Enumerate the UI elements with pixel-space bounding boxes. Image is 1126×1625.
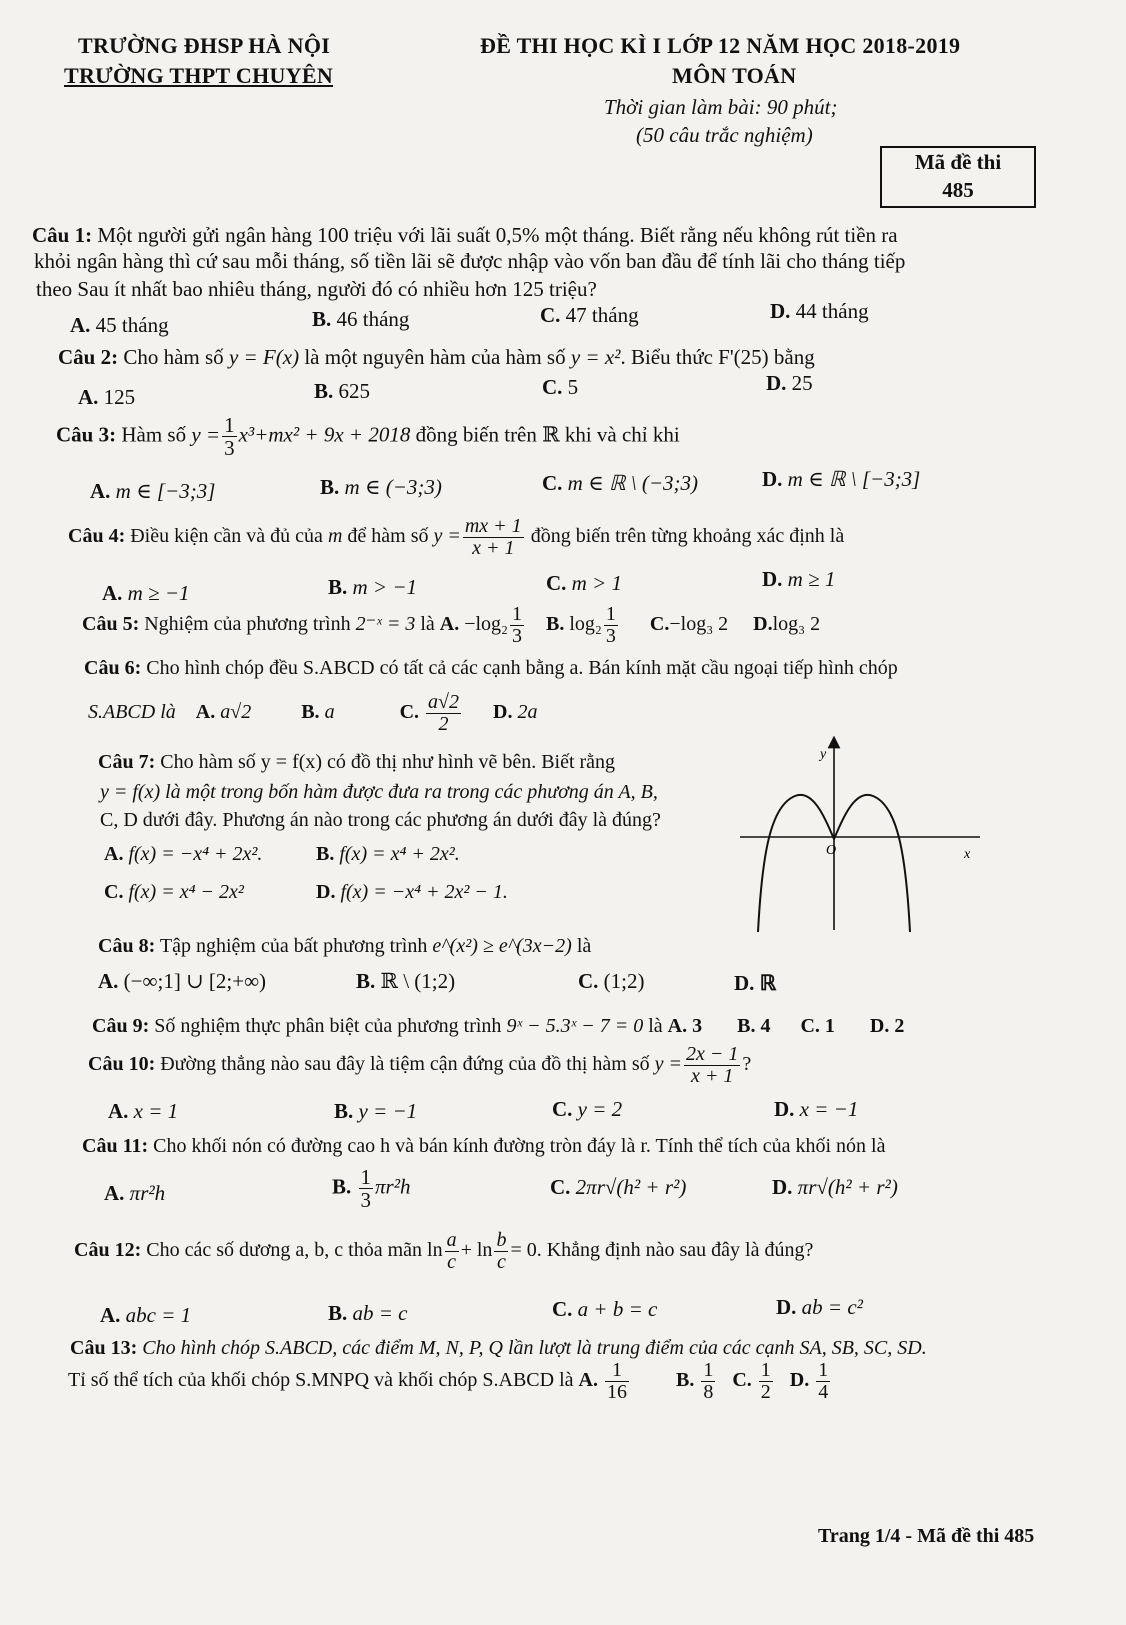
question-7-line-3: C, D dưới đây. Phương án nào trong các phương án dưới đây là đúng? (100, 809, 661, 831)
option-letter: C. (546, 571, 567, 595)
option-letter: C. (542, 471, 563, 495)
question-4-text-3: đồng biến trên từng khoảng xác định là (530, 525, 845, 548)
exam-question-count: (50 câu trắc nghiệm) (636, 123, 813, 147)
question-6-label: Câu 6: (84, 657, 142, 679)
option-letter: A. (78, 385, 99, 409)
option-text: ab = c² (801, 1295, 863, 1319)
fraction-numerator: 1 (703, 1359, 714, 1381)
option-text: ℝ \ (1;2) (380, 969, 456, 993)
question-7-label: Câu 7: (98, 751, 156, 773)
option-text: 5 (567, 375, 579, 399)
question-11-stem (82, 1134, 885, 1159)
graph-y-label: y (820, 747, 827, 762)
option-text: 3 (692, 1015, 703, 1037)
graph-x-label: x (964, 847, 971, 862)
question-9-text-1: Số nghiệm thực phân biệt của phương trình (154, 1015, 502, 1037)
exam-title: ĐỀ THI HỌC KÌ I LỚP 12 NĂM HỌC 2018-2019 (480, 33, 961, 58)
question-6-line-1 (84, 656, 898, 681)
fraction-numerator: 1 (224, 413, 235, 437)
question-4-label: Câu 4: (68, 525, 126, 548)
question-2-text-3: . Biểu thức F'(25) bằng (620, 345, 815, 369)
option-text: (1;2) (603, 969, 645, 993)
question-5-label: Câu 5: (82, 613, 140, 636)
question-8-inequality: e^(x²) ≥ e^(3x−2) (432, 935, 572, 957)
fraction-denominator: 3 (605, 625, 616, 647)
option-letter: C. (542, 375, 563, 399)
question-8-text-2: là (576, 935, 592, 957)
question-5-option-d[interactable] (753, 613, 820, 635)
option-letter: B. (320, 475, 340, 499)
question-9-option-b[interactable] (737, 1015, 770, 1037)
question-13-line-2 (68, 1360, 832, 1403)
option-fraction (604, 604, 618, 647)
question-3-option-b[interactable] (320, 474, 442, 500)
option-fraction (759, 1360, 773, 1403)
option-text: ab = c (352, 1301, 408, 1325)
question-10-label: Câu 10: (88, 1053, 156, 1076)
option-fraction (605, 1360, 629, 1403)
question-2-text-2: là một nguyên hàm của hàm số (304, 345, 566, 369)
question-2-option-c[interactable] (542, 374, 578, 400)
fraction-denominator: x + 1 (472, 537, 515, 559)
option-letter: C. (104, 881, 124, 903)
question-1-line-1 (32, 222, 898, 248)
option-text: 25 (791, 371, 813, 395)
option-fraction (510, 604, 524, 647)
question-5-text-2: là (420, 613, 435, 636)
question-5-option-c[interactable] (650, 613, 728, 635)
question-7-line-2: y = f(x) là một trong bốn hàm được đưa ra trong các phương án A, B, (100, 781, 658, 803)
option-fraction (701, 1360, 715, 1403)
question-2-text-1: Cho hàm số (123, 345, 224, 369)
option-text: 44 tháng (795, 299, 869, 323)
option-letter: B. (675, 1369, 695, 1392)
question-13-option-a[interactable] (578, 1359, 631, 1403)
question-11-label: Câu 11: (82, 1135, 149, 1157)
question-13-option-d[interactable] (789, 1359, 832, 1403)
option-letter: A. (102, 581, 123, 605)
question-6-option-a[interactable] (196, 701, 251, 723)
question-4-stem (68, 516, 844, 559)
option-letter: A. (667, 1015, 688, 1037)
option-text: m ∈ ℝ \ (−3;3) (567, 471, 698, 495)
question-2-expr-2: y = x² (570, 345, 621, 369)
question-6-text-1: Cho hình chóp đều S.ABCD có tất cả các cạnh bằng a. Bán kính mặt cầu ngoại tiếp hình chóp (146, 657, 898, 679)
option-letter: A. (578, 1369, 598, 1392)
fraction-numerator: 1 (605, 603, 616, 625)
question-5-line (82, 604, 820, 647)
question-12-fraction-1 (445, 1230, 459, 1273)
option-letter: B. (328, 1301, 348, 1325)
option-letter: D. (762, 467, 783, 491)
question-4-option-c[interactable] (546, 570, 622, 596)
option-letter: D. (493, 701, 513, 724)
fraction-denominator: 3 (512, 625, 523, 647)
option-text: x = 1 (133, 1099, 179, 1123)
option-letter: A. (98, 969, 119, 993)
option-letter: D. (762, 567, 783, 591)
question-5-text-1: Nghiệm của phương trình (144, 613, 351, 636)
question-1-line-2: khỏi ngân hàng thì cứ sau mỗi tháng, số tiền lãi sẽ được nhập vào vốn ban đầu để tính lãi cho tháng tiếp (34, 249, 906, 273)
question-2-label: Câu 2: (58, 345, 119, 369)
option-letter: B. (737, 1015, 756, 1037)
question-12-eq: = 0. (510, 1239, 542, 1262)
question-10-question-mark: ? (742, 1053, 752, 1076)
question-10-fraction (684, 1044, 740, 1087)
option-text: (−∞;1] ∪ [2;+∞) (123, 969, 267, 993)
question-10-option-d[interactable] (774, 1096, 858, 1122)
question-2-stem (58, 344, 815, 370)
question-6-line-2 (88, 692, 537, 735)
option-text: ℝ (759, 971, 777, 995)
question-10-option-b[interactable] (334, 1098, 417, 1124)
option-letter: B. (546, 613, 565, 636)
question-8-label: Câu 8: (98, 935, 156, 957)
question-7-line-1 (98, 750, 615, 775)
option-fraction (359, 1166, 374, 1211)
question-12-text-1: Cho các số dương a, b, c thỏa mãn (146, 1239, 423, 1262)
question-3-text-1: Hàm số (121, 422, 187, 447)
option-letter: A. (439, 613, 460, 636)
option-text: 625 (338, 379, 371, 403)
option-letter: B. (328, 575, 348, 599)
question-4-y: y = (433, 525, 461, 548)
question-6-option-c[interactable] (399, 691, 463, 735)
option-letter: C. (552, 1297, 573, 1321)
question-3-y: y = (191, 422, 221, 447)
option-text: f(x) = −x⁴ + 2x² − 1. (340, 881, 508, 903)
option-letter: A. (108, 1099, 129, 1123)
question-12-text-2: Khẳng định nào sau đây là đúng? (546, 1239, 814, 1262)
fraction-numerator: mx + 1 (464, 515, 522, 537)
question-12-option-c[interactable] (552, 1296, 657, 1322)
option-letter: B. (334, 1099, 354, 1123)
question-12-plus-ln: + ln (460, 1239, 493, 1262)
fraction-numerator: 1 (512, 603, 523, 625)
question-13-option-c[interactable] (732, 1359, 774, 1403)
option-letter: D. (770, 299, 791, 323)
option-text: m > 1 (571, 571, 623, 595)
question-8-option-d[interactable] (734, 970, 776, 996)
fraction-numerator: a (446, 1229, 457, 1251)
question-10-option-a[interactable] (108, 1098, 178, 1124)
question-9-line (92, 1014, 904, 1039)
question-7-option-c[interactable] (104, 880, 244, 905)
question-1-option-d[interactable] (770, 298, 869, 324)
option-text: 47 tháng (565, 303, 639, 327)
option-text: πr√(h² + r²) (797, 1175, 898, 1199)
question-6-option-d[interactable] (493, 701, 537, 723)
option-text: 2πr√(h² + r²) (575, 1175, 687, 1199)
question-5-option-b[interactable] (546, 603, 620, 647)
option-text: 2 (894, 1015, 905, 1037)
question-2-option-d[interactable] (766, 370, 813, 396)
option-text: x = −1 (799, 1097, 859, 1121)
question-9-label: Câu 9: (92, 1015, 150, 1037)
fraction-denominator: 3 (360, 1188, 372, 1213)
option-text: f(x) = x⁴ + 2x². (339, 843, 460, 865)
option-letter: A. (100, 1303, 121, 1327)
question-7-option-a[interactable] (104, 842, 262, 867)
fraction-denominator: 3 (224, 436, 235, 461)
question-13-text-2: Tỉ số thể tích của khối chóp S.MNPQ và khối chóp S.ABCD là (68, 1369, 574, 1392)
question-11-text-1: Cho khối nón có đường cao h và bán kính đường tròn đáy là r. Tính thể tích của khối nón là (153, 1135, 886, 1157)
question-7-option-d[interactable] (316, 880, 508, 905)
option-text: 46 tháng (336, 307, 410, 331)
option-letter: C. (800, 1015, 820, 1037)
option-letter: B. (301, 701, 320, 724)
question-1-option-b[interactable] (312, 306, 409, 332)
question-13-text-1: Cho hình chóp S.ABCD, các điểm M, N, P, Q lần lượt là trung điểm của các cạnh SA, SB, SC, SD. (142, 1337, 927, 1359)
option-letter: D. (776, 1295, 797, 1319)
option-text: −log₃ 2 (669, 613, 729, 636)
fraction-numerator: b (496, 1229, 507, 1251)
option-text: log₂ (569, 613, 602, 636)
option-letter: D. (766, 371, 787, 395)
option-text: 2a (517, 701, 538, 724)
option-letter: B. (312, 307, 332, 331)
option-letter: B. (316, 843, 335, 865)
option-text: 125 (103, 385, 136, 409)
option-text: m > −1 (352, 575, 418, 599)
option-letter: D. (772, 1175, 793, 1199)
question-11-option-a[interactable] (104, 1180, 165, 1206)
exam-subject: MÔN TOÁN (672, 63, 797, 88)
question-11-option-b[interactable] (332, 1166, 411, 1211)
question-1-label: Câu 1: (32, 223, 93, 247)
fraction-denominator: c (447, 1251, 457, 1273)
question-2-option-a[interactable] (78, 384, 135, 410)
question-3-label: Câu 3: (56, 422, 117, 447)
option-letter: C. (540, 303, 561, 327)
option-fraction (426, 692, 461, 735)
option-letter: D. (734, 971, 755, 995)
option-text: m ≥ 1 (787, 567, 836, 591)
option-text: f(x) = −x⁴ + 2x². (128, 843, 263, 865)
school-name-bottom: TRƯỜNG THPT CHUYÊN (64, 63, 334, 88)
graph-origin-label: O (826, 843, 837, 858)
option-letter: A. (104, 1181, 125, 1205)
question-8-option-c[interactable] (578, 968, 645, 994)
question-3-option-a[interactable] (90, 478, 215, 504)
question-12-option-b[interactable] (328, 1300, 408, 1326)
question-13-label: Câu 13: (70, 1337, 138, 1359)
option-letter: B. (314, 379, 334, 403)
question-4-text-1: Điều kiện cần và đủ của (130, 525, 323, 548)
question-5-equation: 2⁻ˣ = 3 (355, 613, 416, 636)
option-text: m ∈ (−3;3) (344, 475, 442, 499)
fraction-numerator: 1 (605, 1360, 629, 1382)
option-text: abc = 1 (125, 1303, 192, 1327)
question-3-option-d[interactable] (762, 466, 920, 492)
page-footer: Trang 1/4 - Mã đề thi 485 (818, 1525, 1035, 1547)
question-7-graph (740, 736, 990, 932)
option-text: a + b = c (577, 1297, 658, 1321)
option-text: m ∈ ℝ \ [−3;3] (787, 467, 921, 491)
question-3-stem (56, 414, 680, 459)
question-4-option-d[interactable] (762, 566, 835, 592)
option-letter: D. (753, 613, 773, 636)
question-13-line-1 (70, 1336, 927, 1361)
fraction-numerator: 1 (760, 1359, 771, 1381)
exam-time: Thời gian làm bài: 90 phút; (604, 95, 838, 119)
option-letter: C. (552, 1097, 573, 1121)
question-7-text-1: Cho hàm số y = f(x) có đồ thị như hình vẽ bên. Biết rằng (160, 751, 616, 773)
question-11-option-c[interactable] (550, 1174, 686, 1200)
option-text: a (324, 701, 335, 724)
option-text: m ≥ −1 (127, 581, 190, 605)
question-9-text-2: là (648, 1015, 663, 1037)
option-text: 45 tháng (95, 313, 169, 337)
question-4-m: m (327, 525, 343, 548)
option-letter: A. (104, 843, 124, 865)
option-letter: A. (70, 313, 91, 337)
question-10-option-c[interactable] (552, 1096, 622, 1122)
option-letter: B. (332, 1174, 352, 1199)
option-letter: D. (869, 1015, 890, 1037)
question-3-option-c[interactable] (542, 470, 698, 496)
fraction-denominator: 4 (818, 1381, 829, 1403)
option-letter: A. (90, 479, 111, 503)
option-text: a√2 (220, 701, 252, 724)
option-letter: B. (356, 969, 376, 993)
question-12-option-d[interactable] (776, 1294, 863, 1320)
fraction-numerator: 1 (360, 1165, 372, 1189)
exam-code-value: 485 (942, 178, 974, 202)
fraction-numerator: a√2 (428, 691, 459, 713)
fraction-numerator: 1 (818, 1359, 829, 1381)
question-12-label: Câu 12: (74, 1239, 142, 1262)
question-1-line-3: theo Sau ít nhất bao nhiêu tháng, người đó có nhiều hơn 125 triệu? (36, 277, 597, 301)
question-9-equation: 9ˣ − 5.3ˣ − 7 = 0 (506, 1015, 644, 1037)
option-fraction (816, 1360, 830, 1403)
question-8-option-b[interactable] (356, 968, 455, 994)
option-text: πr²h (129, 1181, 166, 1205)
fraction-denominator: 16 (606, 1381, 627, 1403)
fraction-denominator: 2 (438, 713, 449, 735)
question-3-expr: x³+mx² + 9x + 2018 (238, 422, 411, 447)
question-1-text: Một người gửi ngân hàng 100 triệu với lãi suất 0,5% một tháng. Biết rằng nếu không rút tiền ra (97, 223, 898, 247)
exam-code-label: Mã đề thi (914, 150, 1002, 174)
option-letter: D. (316, 881, 336, 903)
question-10-text-1: Đường thẳng nào sau đây là tiệm cận đứng của đồ thị hàm số (160, 1053, 650, 1076)
question-1-option-a[interactable] (70, 312, 169, 338)
question-7-option-b[interactable] (316, 842, 460, 867)
question-9-option-d[interactable] (870, 1015, 904, 1037)
question-4-option-a[interactable] (102, 580, 190, 606)
question-9-option-c[interactable] (800, 1015, 834, 1037)
question-2-option-b[interactable] (314, 378, 370, 404)
option-text: πr²h (375, 1174, 411, 1199)
question-9-option-a[interactable] (668, 1015, 702, 1037)
option-text: y = −1 (358, 1099, 418, 1123)
question-4-text-2: để hàm số (347, 525, 429, 548)
fraction-denominator: x + 1 (690, 1065, 734, 1087)
question-8-stem (98, 934, 591, 959)
option-text: m ∈ [−3;3] (115, 479, 216, 503)
option-text: 4 (760, 1015, 771, 1037)
question-4-option-b[interactable] (328, 574, 417, 600)
question-6-text-2: S.ABCD là (88, 701, 176, 724)
school-name-top: TRƯỜNG ĐHSP HÀ NỘI (78, 33, 331, 58)
question-3-text-2: đồng biến trên ℝ khi và chỉ khi (415, 422, 680, 447)
option-letter: C. (649, 613, 670, 636)
question-5-option-a[interactable] (439, 603, 526, 647)
question-11-option-d[interactable] (772, 1174, 898, 1200)
option-text: log₃ 2 (772, 613, 821, 636)
question-13-option-b[interactable] (675, 1359, 717, 1403)
question-12-stem (74, 1230, 813, 1273)
question-4-fraction (463, 516, 524, 559)
option-letter: A. (195, 701, 216, 724)
option-letter: C. (578, 969, 599, 993)
option-text: y = 2 (577, 1097, 623, 1121)
question-3-fraction (222, 414, 237, 459)
fraction-denominator: 8 (703, 1381, 714, 1403)
question-2-expr-1: y = F(x) (228, 345, 300, 369)
question-12-option-a[interactable] (100, 1302, 191, 1328)
option-letter: C. (399, 701, 420, 724)
option-text: −log₂ (464, 613, 509, 636)
question-8-text-1: Tập nghiệm của bất phương trình (159, 935, 428, 957)
question-12-fraction-2 (494, 1230, 508, 1273)
question-6-option-b[interactable] (301, 701, 334, 723)
fraction-numerator: 2x − 1 (685, 1043, 739, 1065)
question-12-ln: ln (427, 1239, 443, 1262)
option-text: 1 (824, 1015, 835, 1037)
question-10-stem (88, 1044, 751, 1087)
question-1-option-c[interactable] (540, 302, 639, 328)
option-letter: D. (789, 1369, 810, 1392)
option-letter: C. (550, 1175, 571, 1199)
fraction-denominator: c (496, 1251, 506, 1273)
question-8-option-a[interactable] (98, 968, 266, 994)
fraction-denominator: 2 (760, 1381, 771, 1403)
exam-code-box (880, 146, 1036, 208)
option-letter: C. (732, 1369, 752, 1392)
question-10-y: y = (654, 1053, 682, 1076)
option-text: f(x) = x⁴ − 2x² (128, 881, 244, 903)
option-letter: D. (774, 1097, 795, 1121)
